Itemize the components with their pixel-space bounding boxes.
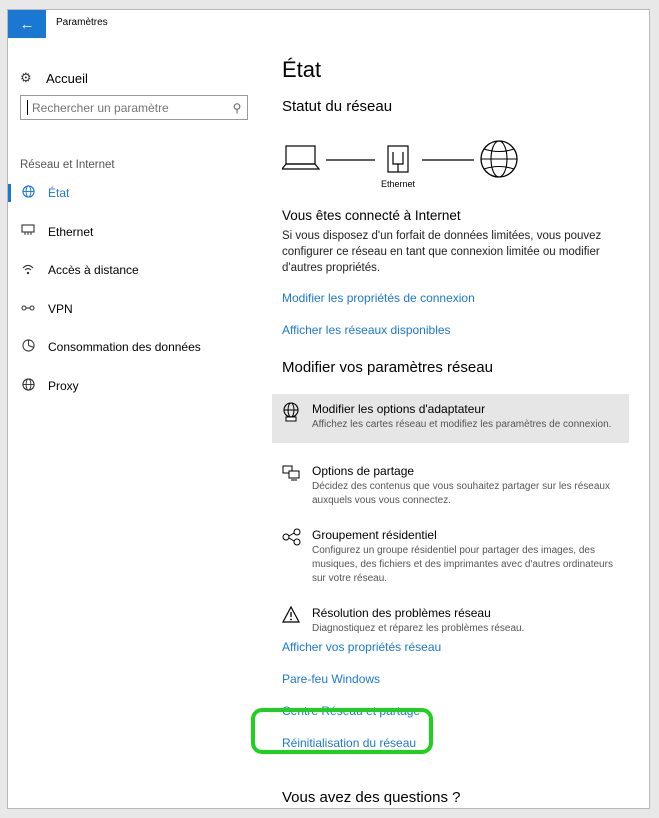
- search-box[interactable]: [20, 95, 248, 120]
- option-homegroup[interactable]: [272, 520, 629, 594]
- link-network-center[interactable]: Centre Réseau et partage: [282, 704, 421, 718]
- link-network-reset[interactable]: Réinitialisation du réseau: [282, 736, 417, 750]
- globe-icon: [481, 141, 517, 177]
- sidebar-item-ethernet[interactable]: [8, 213, 263, 252]
- ethernet-caption: Ethernet: [380, 179, 416, 189]
- adapter-globe-icon: [282, 402, 304, 435]
- title-bar: [8, 10, 649, 38]
- settings-window: [7, 9, 650, 809]
- option-title: Options de partage: [312, 464, 415, 478]
- network-status-heading: Statut du réseau: [282, 98, 393, 115]
- network-diagram: [282, 138, 522, 198]
- link-network-properties[interactable]: Afficher vos propriétés réseau: [282, 640, 442, 654]
- page-title: État: [282, 57, 322, 82]
- warning-icon: [282, 606, 304, 636]
- window-title: Paramètres: [56, 17, 108, 28]
- option-title: Résolution des problèmes réseau: [312, 606, 491, 620]
- sidebar-nav: [8, 174, 263, 405]
- sidebar-item-etat[interactable]: [8, 174, 263, 213]
- sidebar-item-label: VPN: [48, 301, 73, 316]
- section-heading: Réseau et Internet: [20, 159, 115, 171]
- gear-icon: ⚙: [20, 70, 32, 85]
- questions-heading: Vous avez des questions ?: [282, 789, 461, 806]
- network-diagram-svg: [282, 138, 522, 198]
- link-windows-firewall[interactable]: Pare-feu Windows: [282, 672, 381, 686]
- sidebar-item-acces-distance[interactable]: [8, 251, 263, 290]
- ethernet-port-icon: [388, 146, 408, 172]
- option-description: Décidez des contenus que vous souhaitez partager sur les réseaux auxquels vous vous connectez.: [312, 481, 610, 506]
- ethernet-icon: [20, 224, 36, 239]
- back-button[interactable]: [8, 10, 46, 38]
- laptop-icon: [282, 146, 319, 169]
- option-sharing[interactable]: [272, 456, 629, 516]
- search-input[interactable]: [28, 98, 227, 118]
- globe-icon: [20, 378, 36, 394]
- home-button[interactable]: [20, 70, 88, 86]
- homegroup-icon: [282, 528, 304, 586]
- sidebar-item-consommation[interactable]: [8, 328, 263, 367]
- search-icon[interactable]: ⚲: [232, 100, 242, 115]
- back-arrow-icon: ←: [19, 15, 35, 33]
- option-title: Groupement résidentiel: [312, 528, 437, 542]
- home-label: Accueil: [46, 70, 88, 86]
- sidebar-item-label: Proxy: [48, 378, 79, 393]
- highlight-callout: [251, 708, 433, 754]
- option-adapter[interactable]: [272, 394, 629, 443]
- sidebar: [8, 38, 263, 798]
- sidebar-item-label: Consommation des données: [48, 340, 201, 355]
- sidebar-item-label: Ethernet: [48, 224, 94, 239]
- option-description: Configurez un groupe résidentiel pour partager des images, des musiques, des fichiers et des imprimantes avec d'autres ordinateurs sur votre réseau.: [312, 545, 613, 584]
- option-troubleshoot[interactable]: [272, 598, 629, 644]
- option-title: Modifier les options d'adaptateur: [312, 402, 486, 416]
- link-available-networks[interactable]: Afficher les réseaux disponibles: [282, 323, 451, 337]
- sharing-icon: [282, 464, 304, 508]
- data-usage-icon: [20, 339, 36, 355]
- connected-heading: Vous êtes connecté à Internet: [282, 208, 461, 223]
- sidebar-item-proxy[interactable]: [8, 367, 263, 406]
- sidebar-item-vpn[interactable]: [8, 290, 263, 329]
- dialup-icon: [20, 263, 36, 278]
- vpn-icon: [20, 302, 36, 316]
- option-description: Affichez les cartes réseau et modifiez les paramètres de connexion.: [312, 419, 612, 430]
- sidebar-item-label: Accès à distance: [48, 263, 139, 278]
- option-description: Diagnostiquez et réparez les problèmes réseau.: [312, 623, 525, 634]
- change-settings-heading: Modifier vos paramètres réseau: [282, 359, 493, 376]
- sidebar-item-label: État: [48, 186, 70, 201]
- globe-icon: [20, 185, 36, 201]
- link-connection-properties[interactable]: Modifier les propriétés de connexion: [282, 291, 475, 305]
- connected-description: Si vous disposez d'un forfait de données limitées, vous pouvez configurer ce réseau en tant que connexion limitée ou modifier d'autres propriétés.: [282, 230, 602, 274]
